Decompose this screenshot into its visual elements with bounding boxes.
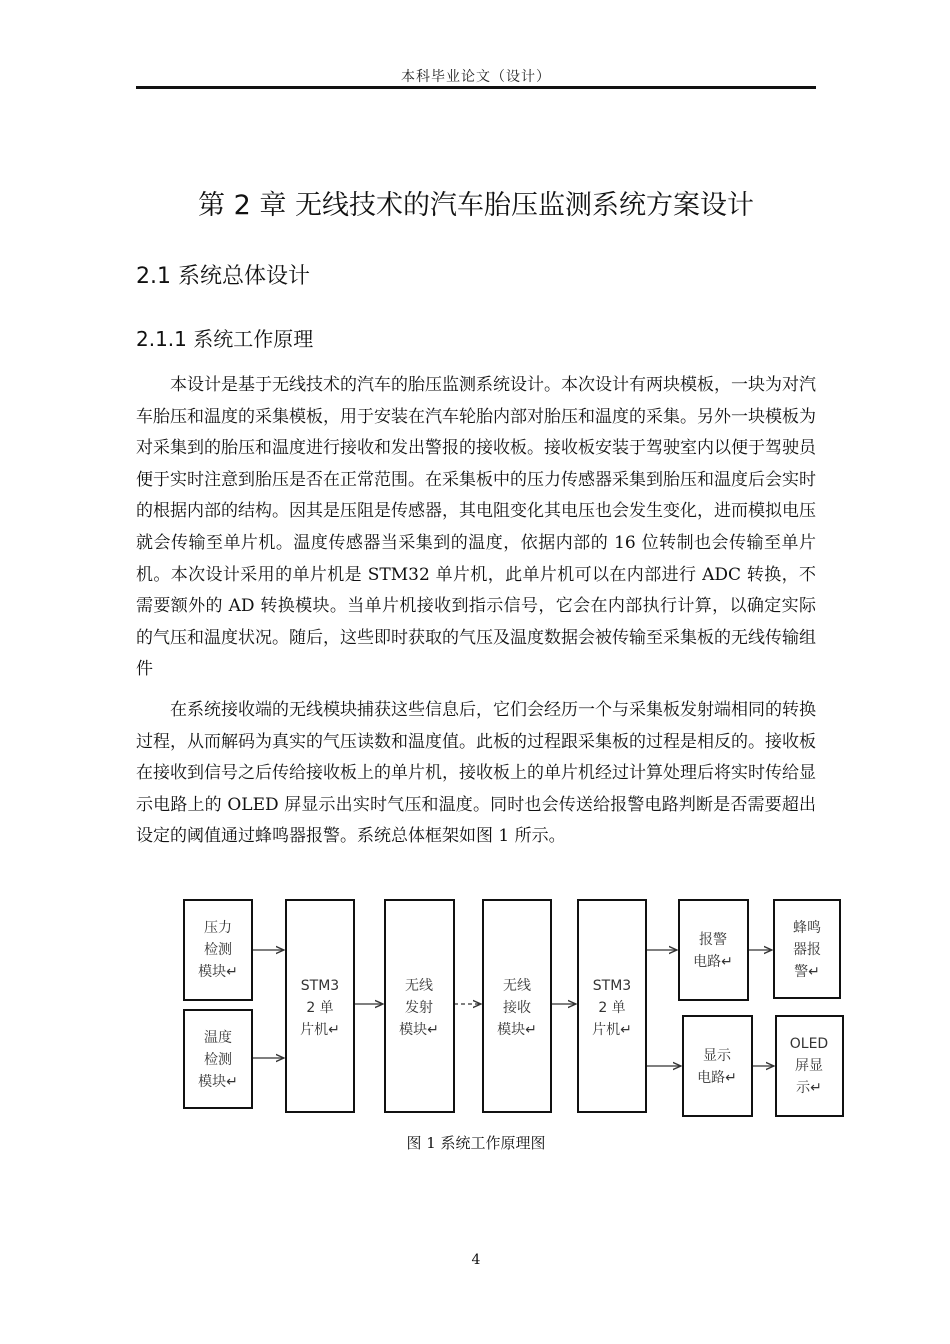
pressure-sensor-block [184, 900, 252, 1000]
svg-text:2 单: 2 单 [306, 1000, 334, 1016]
svg-text:无线: 无线 [405, 978, 433, 994]
wireless-receiver-block [483, 900, 551, 1112]
wireless-transmitter-block [385, 900, 454, 1112]
svg-text:片机↵: 片机↵ [300, 1022, 340, 1038]
svg-text:检测: 检测 [204, 1052, 232, 1068]
svg-text:电路↵: 电路↵ [693, 954, 733, 970]
figure-caption: 图 1 系统工作原理图 [406, 1134, 546, 1152]
svg-text:OLED: OLED [789, 1036, 829, 1052]
chapter-title: 第 2 章 无线技术的汽车胎压监测系统方案设计 [198, 190, 754, 221]
buzzer-alarm-block [774, 900, 840, 998]
display-circuit-block [683, 1016, 752, 1116]
section-title: 2.1 系统总体设计 [136, 264, 310, 289]
header-rule [136, 86, 816, 89]
svg-text:压力: 压力 [204, 920, 232, 936]
svg-text:温度: 温度 [204, 1030, 232, 1046]
svg-text:屏显: 屏显 [795, 1058, 823, 1074]
oled-display-block [776, 1016, 843, 1116]
body-paragraph-1: 本设计是基于无线技术的汽车的胎压监测系统设计。本次设计有两块模板，一块为对汽车胎压和温度的采集模板，用于安装在汽车轮胎内部对胎压和温度的采集。另外一块模板为对采集到的胎压和温度进行接收和发出警报的接收板。接收板安装于驾驶室内以便于驾驶员便于实时注意到胎压是否在正常范围。在采集板中的压力传感器采集到胎压和温度后会实时的根据内部的结构。因其是压阻是传感器，其电阻变化其电压也会发生变化，进而模拟电压就会传输至单片机。温度传感器当采集到的温度，依据内部的 16 位转制也会传输至单片机。本次设计采用的单片机是 STM32 单片机，此单片机可以在内部进行 ADC 转换，不需要额外的 AD 转换模块。当单片机接收到指示信号，它会在内部执行计算，以确定实际的气压和温度状况。随后，这些即时获取的气压及温度数据会被传输至采集板的无线传输组件 [136, 375, 816, 680]
svg-text:片机↵: 片机↵ [592, 1022, 632, 1038]
svg-text:2 单: 2 单 [598, 1000, 626, 1016]
svg-text:无线: 无线 [503, 978, 531, 994]
receiver-mcu-block [578, 900, 646, 1112]
svg-text:电路↵: 电路↵ [697, 1070, 737, 1086]
svg-text:器报: 器报 [793, 942, 821, 958]
svg-text:示↵: 示↵ [796, 1080, 822, 1096]
temperature-sensor-block [184, 1010, 252, 1108]
page-number: 4 [471, 1252, 481, 1268]
subsection-title: 2.1.1 系统工作原理 [136, 327, 314, 351]
svg-text:警↵: 警↵ [794, 964, 820, 980]
svg-text:接收: 接收 [503, 1000, 531, 1016]
transmitter-mcu-block [286, 900, 354, 1112]
svg-text:蜂鸣: 蜂鸣 [793, 920, 821, 936]
system-block-diagram [180, 894, 850, 1119]
body-paragraph-2: 在系统接收端的无线模块捕获这些信息后，它们会经历一个与采集板发射端相同的转换过程，从而解码为真实的气压读数和温度值。此板的过程跟采集板的过程是相反的。接收板在接收到信号之后传给接收板上的单片机，接收板上的单片机经过计算处理后将实时传给显示电路上的 OLED 屏显示出实时气压和温度。同时也会传送给报警电路判断是否需要超出设定的阈值通过蜂鸣器报警。系统总体框架如图 1 所示。 [136, 700, 816, 847]
svg-text:检测: 检测 [204, 942, 232, 958]
svg-text:STM3: STM3 [592, 978, 632, 994]
svg-text:发射: 发射 [405, 1000, 433, 1016]
svg-text:模块↵: 模块↵ [198, 964, 238, 980]
svg-text:STM3: STM3 [300, 978, 340, 994]
alarm-circuit-block [679, 900, 748, 1000]
page-header: 本科毕业论文（设计） [401, 69, 551, 85]
svg-text:显示: 显示 [703, 1048, 731, 1064]
svg-text:模块↵: 模块↵ [399, 1022, 439, 1038]
svg-text:模块↵: 模块↵ [497, 1022, 537, 1038]
svg-text:模块↵: 模块↵ [198, 1074, 238, 1090]
svg-text:报警: 报警 [699, 932, 727, 948]
